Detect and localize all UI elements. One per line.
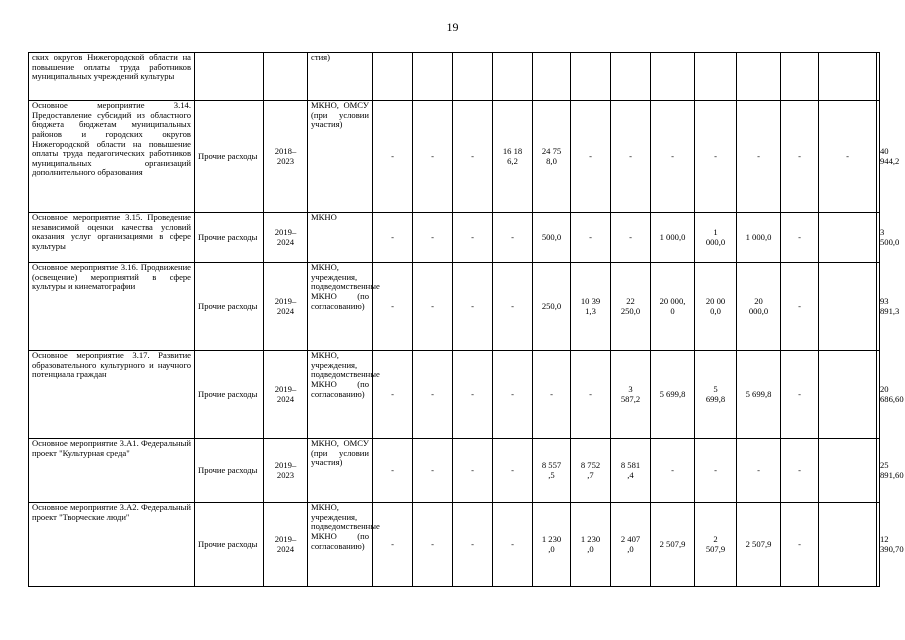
activity-name-cell bbox=[29, 101, 195, 213]
value-cell bbox=[373, 53, 413, 101]
period-cell bbox=[264, 53, 308, 101]
value-cell bbox=[819, 263, 877, 351]
executor-cell bbox=[308, 53, 373, 101]
value-cell bbox=[737, 439, 781, 503]
value-cell bbox=[373, 101, 413, 213]
value-cell bbox=[533, 213, 571, 263]
activity-name-cell-text: ских округов Нижегородской области на повышение оплаты труда работников муниципальных учреждений культуры bbox=[32, 52, 191, 82]
value-cell bbox=[493, 53, 533, 101]
value-cell bbox=[373, 213, 413, 263]
value-cell bbox=[413, 101, 453, 213]
value-cell-text: - bbox=[798, 300, 801, 311]
value-cell-text: - bbox=[391, 300, 394, 311]
value-cell bbox=[611, 101, 651, 213]
funding-source-cell bbox=[195, 101, 264, 213]
funding-source-cell-text: Прочие расходы bbox=[198, 464, 258, 475]
value-cell-text: 1 230 ,0 bbox=[580, 533, 601, 554]
value-cell-text: 8 581 ,4 bbox=[620, 459, 641, 480]
value-cell bbox=[571, 263, 611, 351]
total-cell-text: 93 891,3 bbox=[880, 295, 900, 316]
value-cell bbox=[781, 263, 819, 351]
value-cell bbox=[413, 503, 453, 587]
value-cell-text: 500,0 bbox=[541, 231, 562, 242]
value-cell-text: - bbox=[511, 538, 514, 549]
total-cell-text: 20 686,60 bbox=[880, 383, 904, 404]
funding-source-cell-text: Прочие расходы bbox=[198, 150, 258, 161]
activity-name-cell bbox=[29, 503, 195, 587]
value-cell bbox=[611, 439, 651, 503]
period-cell bbox=[264, 351, 308, 439]
period-cell bbox=[264, 101, 308, 213]
period-cell bbox=[264, 503, 308, 587]
value-cell bbox=[453, 351, 493, 439]
executor-cell bbox=[308, 262, 380, 351]
value-cell-text: - bbox=[431, 464, 434, 475]
value-cell bbox=[453, 101, 493, 213]
executor-cell bbox=[308, 350, 380, 439]
value-cell bbox=[493, 503, 533, 587]
value-cell-text: - bbox=[629, 231, 632, 242]
period-cell-text: 2018– 2023 bbox=[274, 145, 297, 166]
value-cell-text: 5 699,8 bbox=[659, 388, 686, 399]
value-cell bbox=[493, 263, 533, 351]
value-cell bbox=[737, 503, 781, 587]
value-cell bbox=[453, 53, 493, 101]
value-cell-text: 1 000,0 bbox=[705, 226, 726, 247]
activity-name-cell-text: Основное мероприятие 3.17. Развитие образовательного культурного и научного потенциала граждан bbox=[32, 350, 191, 380]
value-cell-text: - bbox=[798, 538, 801, 549]
activity-name-cell-text: Основное мероприятие 3.15. Проведение независимой оценки качества условий оказания услуг организациями в сфере культуры bbox=[32, 212, 191, 251]
value-cell bbox=[571, 101, 611, 213]
value-cell-text: - bbox=[391, 388, 394, 399]
value-cell-text: - bbox=[391, 231, 394, 242]
value-cell bbox=[651, 213, 695, 263]
value-cell-text: 1 000,0 bbox=[659, 231, 686, 242]
total-cell bbox=[877, 101, 900, 213]
value-cell bbox=[533, 101, 571, 213]
value-cell-text: 250,0 bbox=[541, 300, 562, 311]
period-cell bbox=[264, 213, 308, 263]
value-cell-text: 8 557 ,5 bbox=[541, 459, 562, 480]
value-cell-text: - bbox=[471, 231, 474, 242]
value-cell-text: 3 587,2 bbox=[620, 383, 641, 404]
value-cell bbox=[611, 263, 651, 351]
budget-table bbox=[28, 52, 904, 587]
table-row bbox=[29, 503, 880, 587]
period-cell-text: 2019– 2024 bbox=[274, 226, 297, 247]
value-cell-text: - bbox=[589, 388, 592, 399]
total-cell-text: 12 390,70 bbox=[880, 533, 904, 554]
value-cell bbox=[571, 351, 611, 439]
value-cell bbox=[819, 53, 877, 101]
value-cell bbox=[695, 101, 737, 213]
activity-name-cell-text: Основное мероприятие 3.16. Продвижение (освещение) мероприятий в сфере культуры и кинематографии bbox=[32, 262, 191, 292]
value-cell-text: - bbox=[798, 388, 801, 399]
value-cell bbox=[453, 503, 493, 587]
value-cell bbox=[819, 503, 877, 587]
value-cell-text: 10 39 1,3 bbox=[580, 295, 601, 316]
value-cell-text: - bbox=[471, 464, 474, 475]
funding-source-cell-text: Прочие расходы bbox=[198, 231, 258, 242]
value-cell bbox=[781, 351, 819, 439]
executor-cell bbox=[308, 502, 380, 587]
value-cell-text: - bbox=[431, 150, 434, 161]
activity-name-cell bbox=[29, 351, 195, 439]
value-cell-text: - bbox=[471, 388, 474, 399]
value-cell bbox=[737, 213, 781, 263]
value-cell bbox=[695, 351, 737, 439]
value-cell bbox=[737, 263, 781, 351]
value-cell bbox=[571, 503, 611, 587]
value-cell bbox=[651, 439, 695, 503]
period-cell-text: 2019– 2023 bbox=[274, 459, 297, 480]
value-cell-text: - bbox=[589, 231, 592, 242]
value-cell-text: - bbox=[671, 150, 674, 161]
executor-cell bbox=[308, 101, 373, 213]
value-cell-text: - bbox=[471, 150, 474, 161]
value-cell-text: 1 000,0 bbox=[745, 231, 772, 242]
total-cell bbox=[877, 351, 904, 439]
value-cell bbox=[533, 263, 571, 351]
value-cell-text: - bbox=[431, 388, 434, 399]
value-cell-text: 20 00 0,0 bbox=[705, 295, 726, 316]
value-cell-text: - bbox=[798, 150, 801, 161]
funding-source-cell bbox=[195, 503, 264, 587]
value-cell bbox=[695, 503, 737, 587]
value-cell-text: - bbox=[511, 388, 514, 399]
value-cell-text: 5 699,8 bbox=[705, 383, 726, 404]
value-cell-text: - bbox=[391, 150, 394, 161]
value-cell bbox=[695, 213, 737, 263]
total-cell bbox=[877, 213, 900, 263]
value-cell bbox=[819, 101, 877, 213]
value-cell-text: 2 507,9 bbox=[659, 538, 686, 549]
value-cell-text: 2 407 ,0 bbox=[620, 533, 641, 554]
value-cell-text: 16 18 6,2 bbox=[502, 145, 523, 166]
value-cell bbox=[413, 263, 453, 351]
value-cell-text: - bbox=[391, 464, 394, 475]
funding-source-cell bbox=[195, 263, 264, 351]
value-cell bbox=[781, 101, 819, 213]
value-cell-text: 2 507,9 bbox=[745, 538, 772, 549]
value-cell-text: 20 000, 0 bbox=[659, 295, 686, 316]
table-row bbox=[29, 263, 880, 351]
executor-cell bbox=[308, 439, 373, 503]
value-cell bbox=[781, 53, 819, 101]
value-cell bbox=[651, 263, 695, 351]
value-cell-text: - bbox=[431, 231, 434, 242]
period-cell-text: 2019– 2024 bbox=[274, 533, 297, 554]
value-cell bbox=[819, 351, 877, 439]
value-cell-text: - bbox=[629, 150, 632, 161]
period-cell-text: 2019– 2024 bbox=[274, 383, 297, 404]
funding-source-cell bbox=[195, 213, 264, 263]
value-cell-text: 8 752 ,7 bbox=[580, 459, 601, 480]
value-cell bbox=[781, 439, 819, 503]
value-cell bbox=[611, 213, 651, 263]
table-row bbox=[29, 351, 880, 439]
funding-source-cell bbox=[195, 439, 264, 503]
executor-cell-text: МКНО, учреждения, подведомственные МКНО (по согласованию) bbox=[311, 502, 380, 551]
total-cell-text: 25 891,60 bbox=[880, 459, 904, 480]
total-cell-text: 40 944,2 bbox=[880, 145, 900, 166]
value-cell bbox=[737, 53, 781, 101]
value-cell-text: - bbox=[550, 388, 553, 399]
value-cell-text: - bbox=[589, 150, 592, 161]
funding-source-cell bbox=[195, 351, 264, 439]
value-cell-text: 2 507,9 bbox=[705, 533, 726, 554]
value-cell bbox=[493, 351, 533, 439]
value-cell bbox=[493, 439, 533, 503]
value-cell bbox=[373, 439, 413, 503]
value-cell bbox=[611, 351, 651, 439]
value-cell-text: - bbox=[671, 464, 674, 475]
value-cell-text: - bbox=[431, 300, 434, 311]
value-cell bbox=[781, 213, 819, 263]
activity-name-cell bbox=[29, 439, 195, 503]
value-cell bbox=[453, 263, 493, 351]
value-cell bbox=[695, 53, 737, 101]
funding-source-cell-text: Прочие расходы bbox=[198, 300, 258, 311]
activity-name-cell bbox=[29, 263, 195, 351]
executor-cell-text: стия) bbox=[311, 52, 330, 62]
value-cell bbox=[533, 351, 571, 439]
total-cell bbox=[877, 503, 904, 587]
period-cell bbox=[264, 439, 308, 503]
total-cell bbox=[877, 263, 900, 351]
value-cell bbox=[413, 439, 453, 503]
value-cell bbox=[571, 53, 611, 101]
value-cell bbox=[651, 351, 695, 439]
value-cell bbox=[737, 351, 781, 439]
value-cell-text: - bbox=[798, 464, 801, 475]
executor-cell-text: МКНО bbox=[311, 212, 337, 222]
value-cell bbox=[781, 503, 819, 587]
value-cell-text: - bbox=[511, 231, 514, 242]
value-cell bbox=[453, 439, 493, 503]
funding-source-cell-text: Прочие расходы bbox=[198, 538, 258, 549]
value-cell-text: - bbox=[846, 150, 849, 161]
value-cell-text: - bbox=[511, 464, 514, 475]
period-cell bbox=[264, 263, 308, 351]
value-cell bbox=[413, 351, 453, 439]
value-cell-text: 20 000,0 bbox=[748, 295, 769, 316]
value-cell bbox=[373, 263, 413, 351]
total-cell-text: 3 500,0 bbox=[880, 226, 900, 247]
value-cell-text: - bbox=[391, 538, 394, 549]
table-row bbox=[29, 101, 880, 213]
value-cell-text: - bbox=[714, 464, 717, 475]
value-cell-text: - bbox=[757, 464, 760, 475]
funding-source-cell-text: Прочие расходы bbox=[198, 388, 258, 399]
value-cell bbox=[695, 439, 737, 503]
value-cell bbox=[373, 503, 413, 587]
value-cell bbox=[571, 439, 611, 503]
table-row bbox=[29, 213, 880, 263]
value-cell-text: - bbox=[471, 300, 474, 311]
total-cell bbox=[877, 439, 904, 503]
activity-name-cell-text: Основное мероприятие 3.А1. Федеральный проект "Культурная среда" bbox=[32, 438, 191, 458]
value-cell bbox=[819, 213, 877, 263]
value-cell bbox=[651, 101, 695, 213]
activity-name-cell-text: Основное мероприятие 3.А2. Федеральный проект "Творческие люди" bbox=[32, 502, 191, 522]
value-cell bbox=[413, 53, 453, 101]
value-cell bbox=[737, 101, 781, 213]
value-cell bbox=[611, 503, 651, 587]
table-row bbox=[29, 53, 880, 101]
value-cell-text: - bbox=[714, 150, 717, 161]
value-cell bbox=[695, 263, 737, 351]
value-cell bbox=[533, 53, 571, 101]
table-row bbox=[29, 439, 880, 503]
executor-cell-text: МКНО, ОМСУ (при условии участия) bbox=[311, 438, 369, 468]
value-cell-text: 1 230 ,0 bbox=[541, 533, 562, 554]
value-cell-text: - bbox=[471, 538, 474, 549]
value-cell bbox=[533, 503, 571, 587]
page-number: 19 bbox=[446, 20, 459, 34]
period-cell-text: 2019– 2024 bbox=[274, 295, 297, 316]
value-cell-text: - bbox=[757, 150, 760, 161]
value-cell-text: 5 699,8 bbox=[745, 388, 772, 399]
value-cell bbox=[533, 439, 571, 503]
activity-name-cell bbox=[29, 53, 195, 101]
value-cell bbox=[493, 213, 533, 263]
value-cell bbox=[571, 213, 611, 263]
value-cell bbox=[493, 101, 533, 213]
value-cell-text: 24 75 8,0 bbox=[541, 145, 562, 166]
value-cell-text: 22 250,0 bbox=[620, 295, 641, 316]
value-cell-text: - bbox=[511, 300, 514, 311]
funding-source-cell bbox=[195, 53, 264, 101]
value-cell bbox=[651, 53, 695, 101]
value-cell-text: - bbox=[798, 231, 801, 242]
value-cell bbox=[413, 213, 453, 263]
executor-cell bbox=[308, 213, 373, 263]
value-cell-text: - bbox=[431, 538, 434, 549]
total-cell bbox=[877, 53, 880, 101]
value-cell bbox=[819, 439, 877, 503]
executor-cell-text: МКНО, учреждения, подведомственные МКНО (по согласованию) bbox=[311, 350, 380, 399]
value-cell bbox=[611, 53, 651, 101]
executor-cell-text: МКНО, учреждения, подведомственные МКНО (по согласованию) bbox=[311, 262, 380, 311]
executor-cell-text: МКНО, ОМСУ (при условии участия) bbox=[311, 100, 369, 130]
activity-name-cell bbox=[29, 213, 195, 263]
value-cell bbox=[453, 213, 493, 263]
activity-name-cell-text: Основное мероприятие 3.14. Предоставление субсидий из областного бюджета бюджетам муниципальных районов и городских округов Нижегородской области на повышение оплаты труда педагогических работников муниципальных организаций дополнительного образования bbox=[32, 100, 191, 178]
value-cell bbox=[373, 351, 413, 439]
value-cell bbox=[651, 503, 695, 587]
